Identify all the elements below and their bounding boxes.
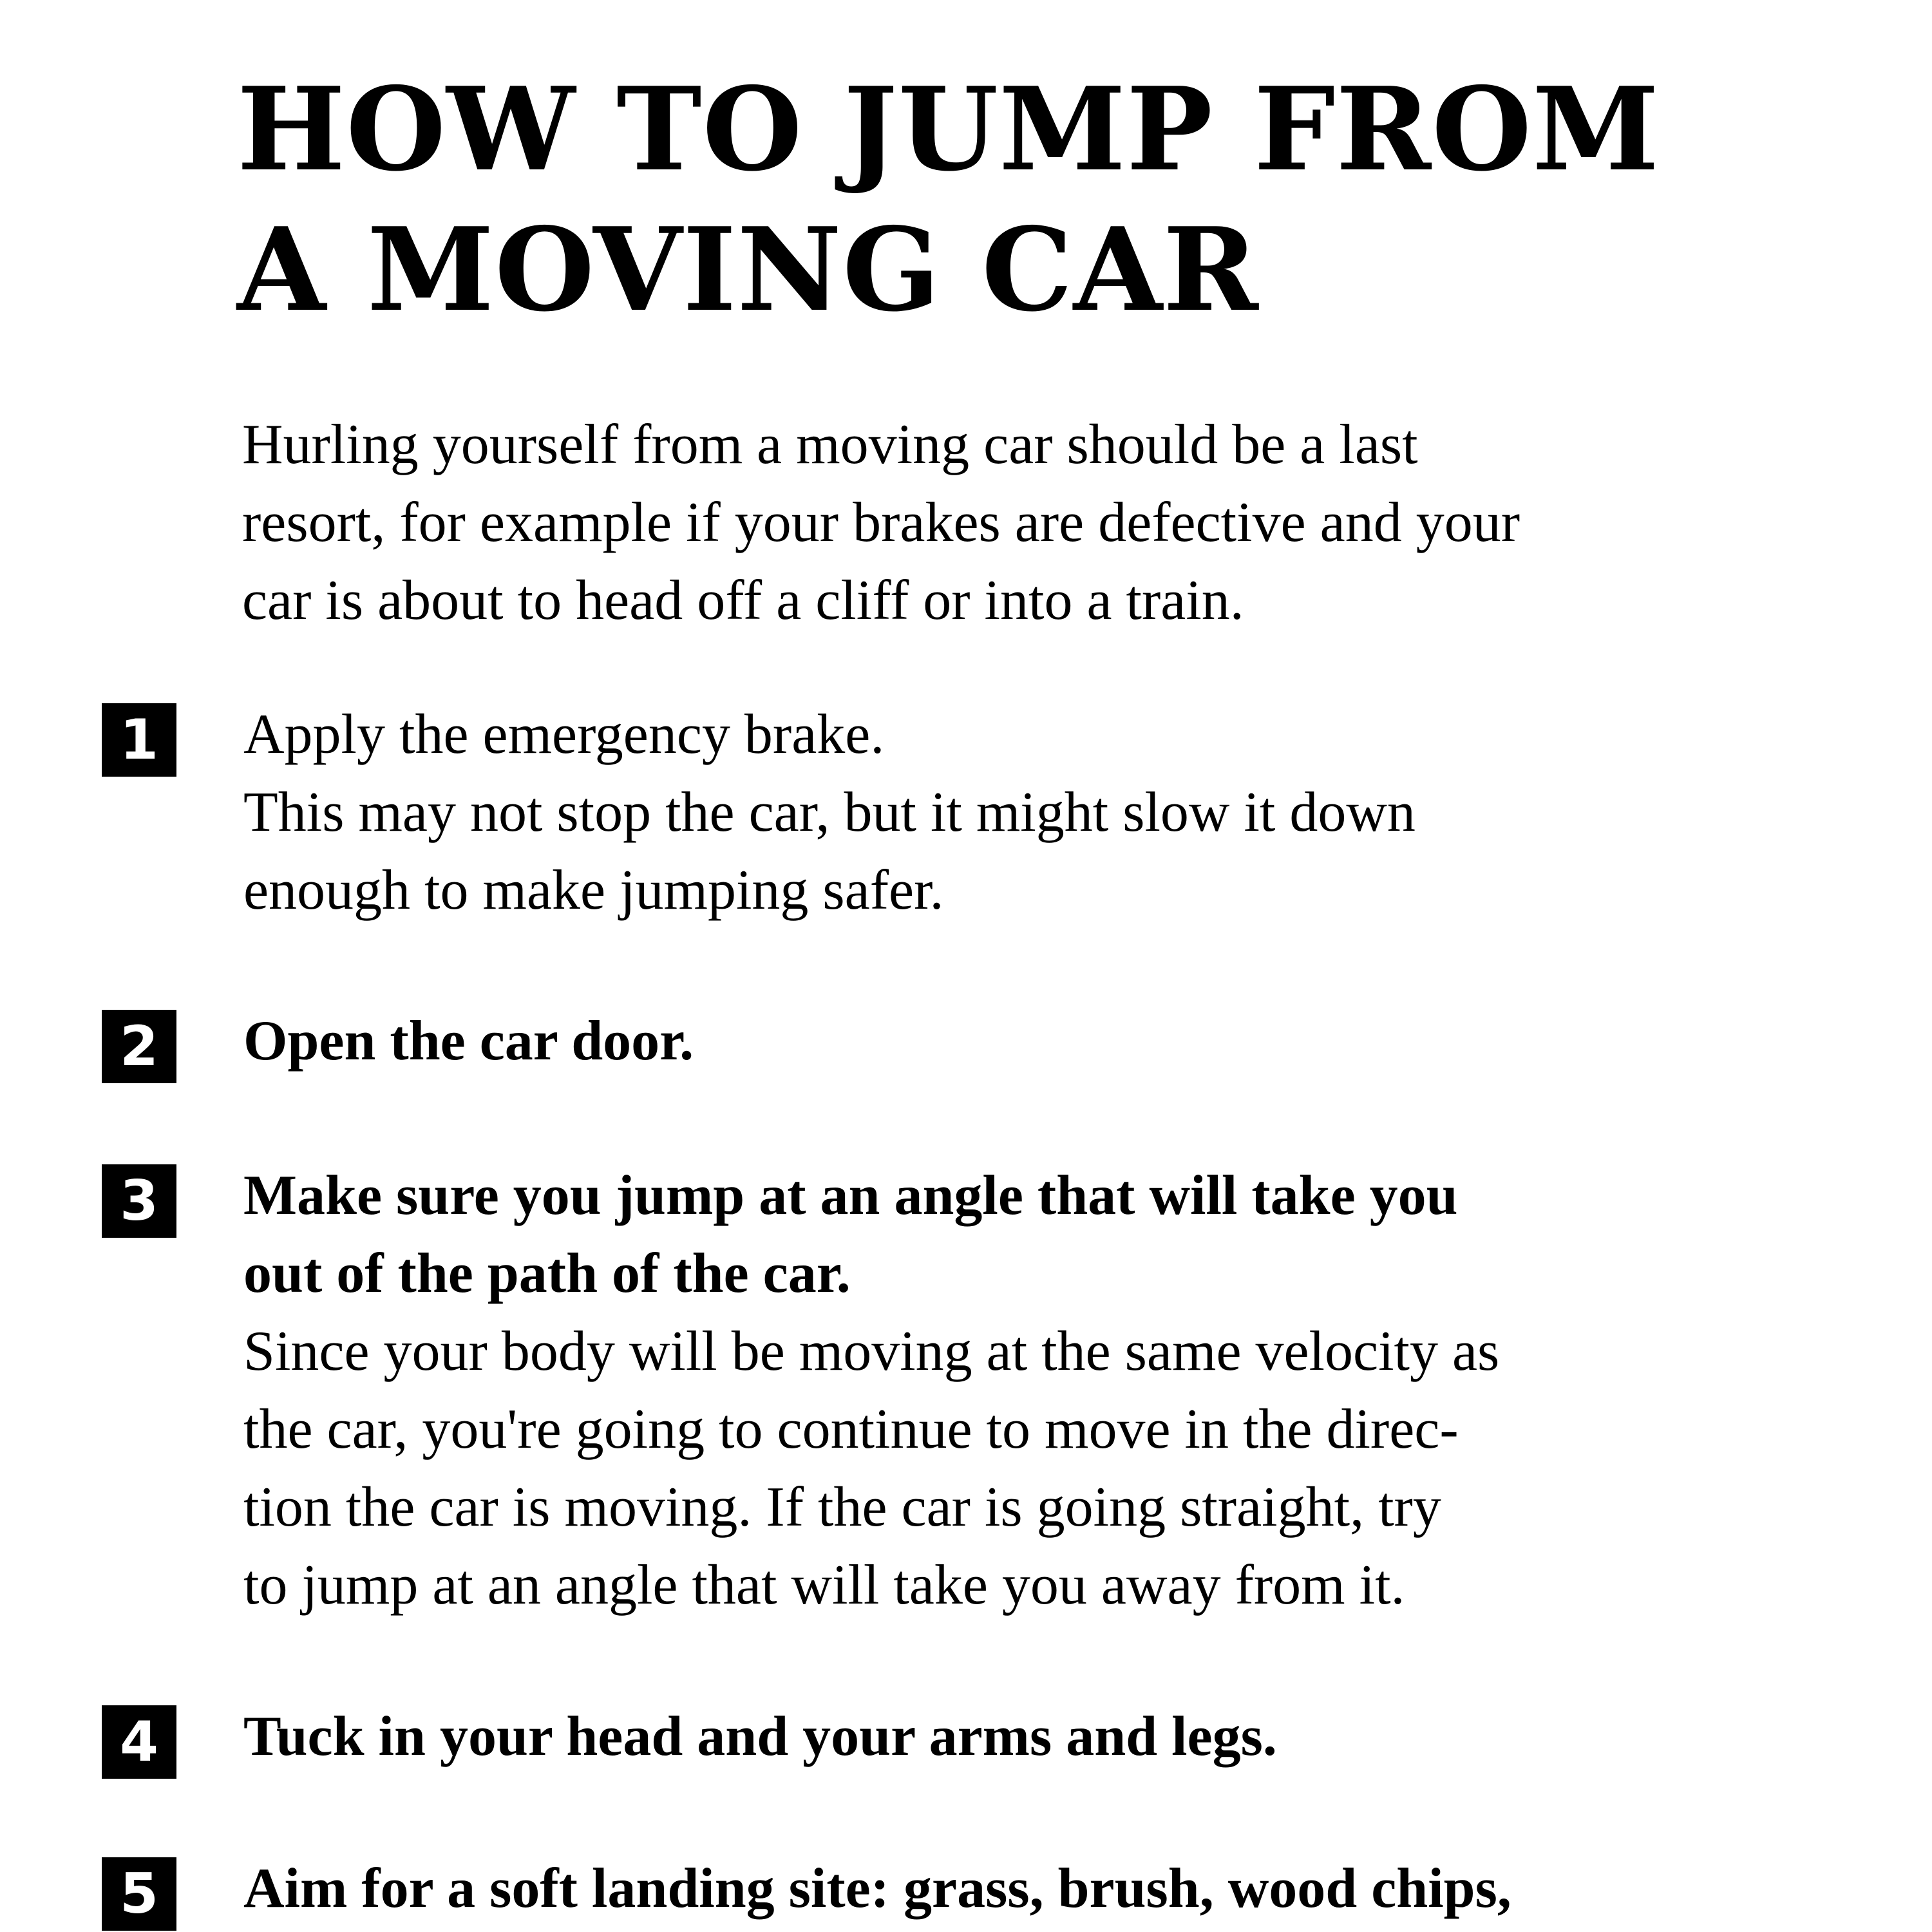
step-body-line: the car, you're going to continue to move in the direc- — [243, 1398, 1459, 1461]
intro-line: resort, for example if your brakes are defective and your — [242, 491, 1520, 554]
page-title — [237, 59, 1718, 340]
step-heading: Tuck in your head and your arms and legs. — [243, 1705, 1277, 1768]
intro-paragraph — [242, 406, 1659, 639]
step-number-badge: 4 — [102, 1705, 176, 1779]
step-text — [243, 1850, 1673, 1927]
intro-line: car is about to head off a cliff or into a train. — [242, 569, 1244, 632]
step-text — [243, 1002, 1673, 1080]
step-text — [243, 1698, 1673, 1776]
step-heading: Aim for a soft landing site: grass, brush, wood chips, — [243, 1857, 1511, 1920]
step-heading: Open the car door. — [243, 1010, 694, 1072]
step-heading: out of the path of the car. — [243, 1242, 851, 1305]
step-number-badge: 2 — [102, 1010, 176, 1083]
step-number-badge: 3 — [102, 1164, 176, 1238]
intro-line: Hurling yourself from a moving car should be a last — [242, 413, 1418, 476]
step-heading: Apply the emergency brake. — [243, 703, 885, 766]
step-number-badge: 5 — [102, 1857, 176, 1931]
step-number-badge: 1 — [102, 703, 176, 777]
step-body-line: to jump at an angle that will take you away from it. — [243, 1554, 1405, 1616]
step-text — [243, 1157, 1673, 1624]
title-line-1: HOW TO JUMP FROM — [237, 62, 1660, 196]
step-body-line: Since your body will be moving at the same velocity as — [243, 1320, 1500, 1383]
title-line-2: A MOVING CAR — [237, 202, 1259, 337]
step-body-line: This may not stop the car, but it might slow it down — [243, 781, 1416, 844]
step-body-line: enough to make jumping safer. — [243, 859, 944, 922]
step-body-line: tion the car is moving. If the car is going straight, try — [243, 1476, 1441, 1539]
step-heading: Make sure you jump at an angle that will take you — [243, 1164, 1458, 1227]
step-text — [243, 696, 1673, 929]
